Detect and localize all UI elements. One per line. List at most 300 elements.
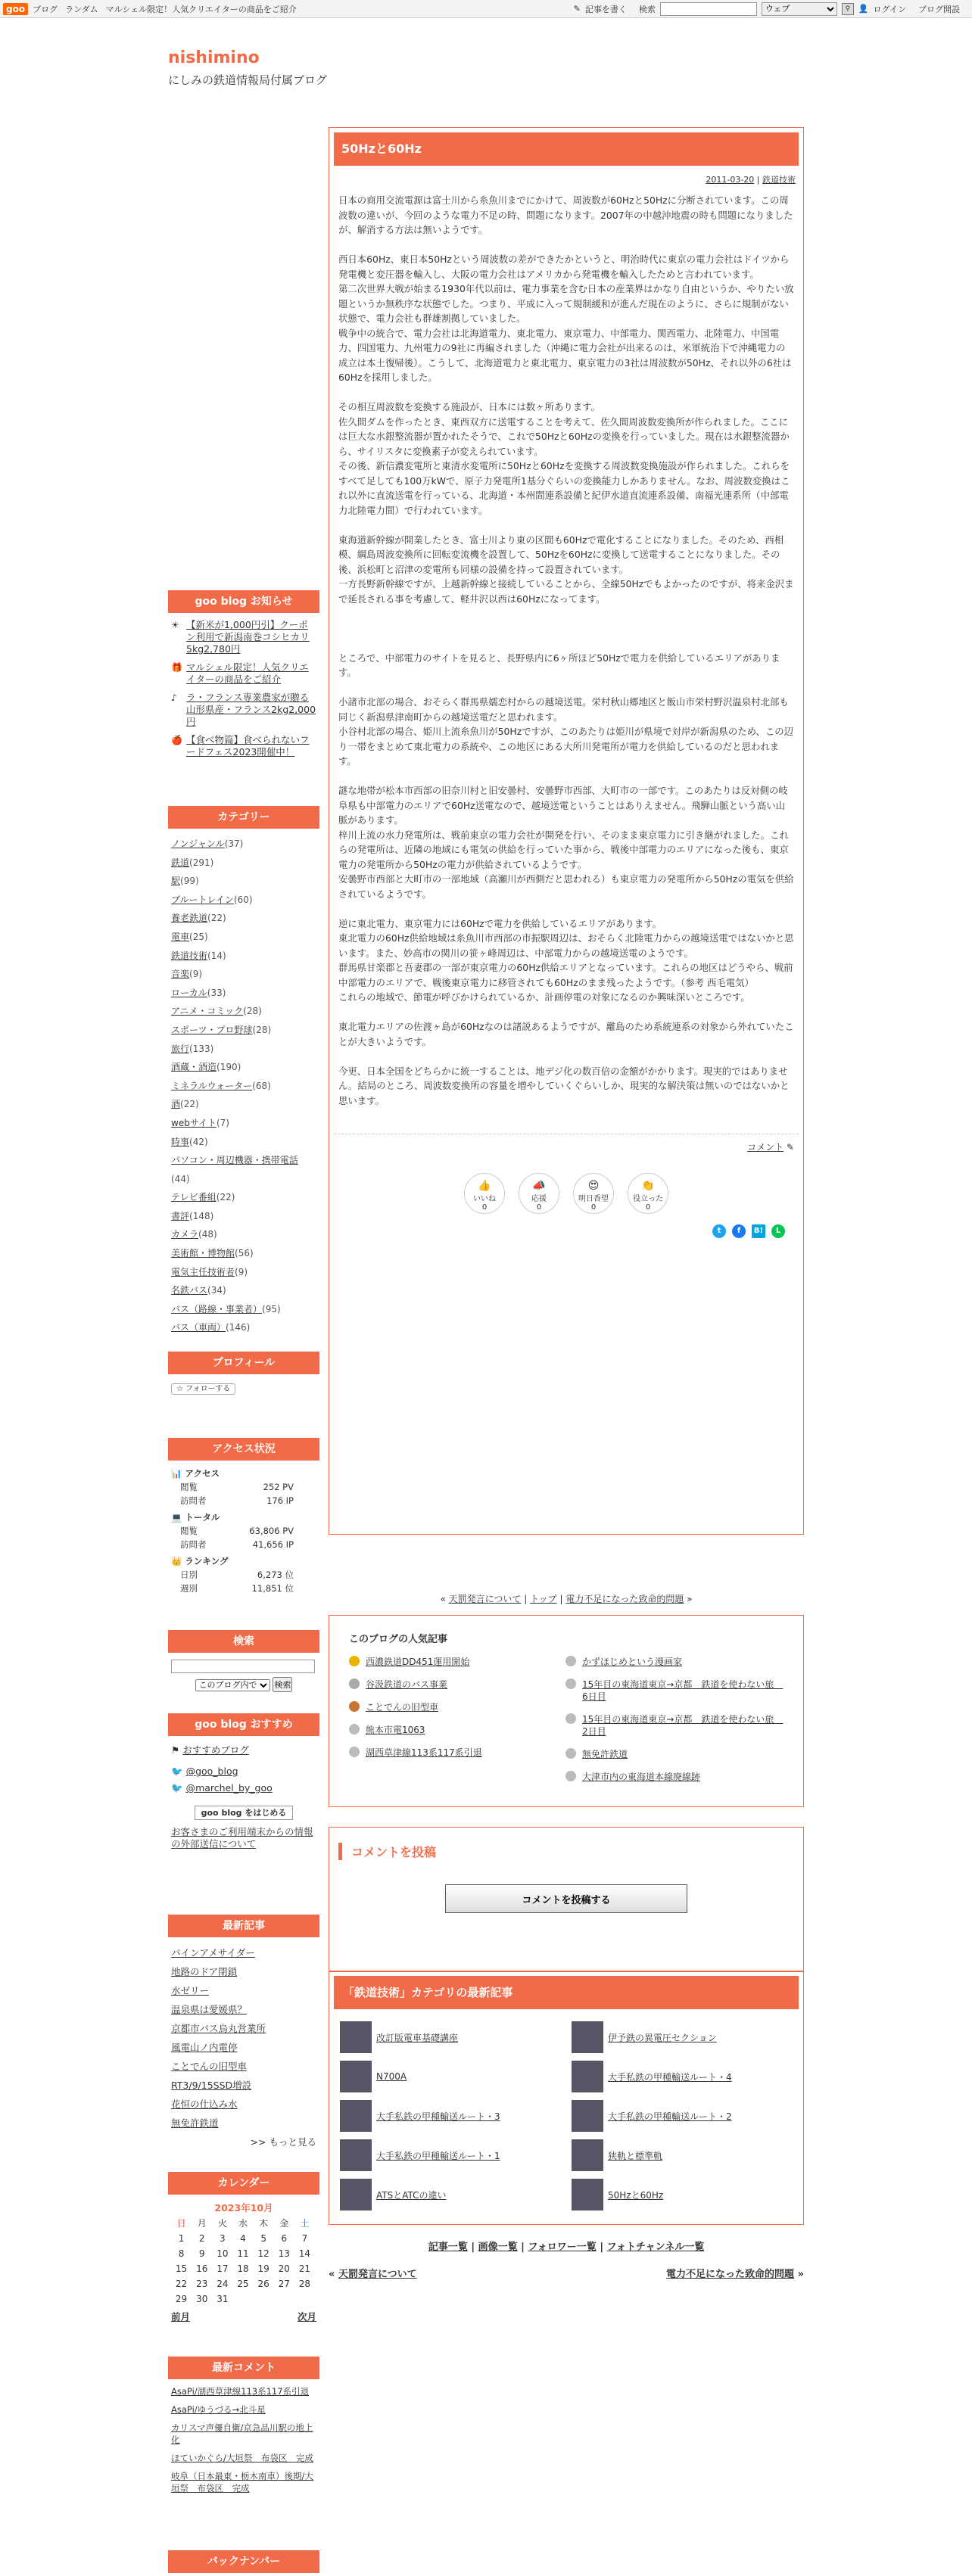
calendar-day bbox=[254, 2291, 274, 2307]
bullet-icon bbox=[565, 1656, 576, 1666]
category-latest-link[interactable]: 大手私鉄の甲種輸送ルート・2 bbox=[608, 2111, 732, 2122]
calendar-title: カレンダー bbox=[168, 2172, 319, 2195]
category-link[interactable]: 音楽 bbox=[171, 969, 190, 980]
category-latest-item[interactable] bbox=[572, 2139, 791, 2171]
article-paragraph: その相互周波数を変換する施設が、日本には数ヶ所あります。 佐久間ダムを作ったとき、東西双方に送電することを考えて、佐久間周波数変換所が作られました。ここには巨大な水銀整流器が置かれたそうで、これで50Hzと60Hzの変換を行っていました。現在は水銀整流器から、サイリスタに変換素子が変えられています。 その後、新信濃変電所と東清水変電所に50Hzと60Hzを変換する周波数変換施設が作られました。これらをすべて足しても100万kWで、原子力発電所1基分ぐらいの変換能力しかありません。なお、周波数変換はこれ以外に直流送電を行っている、北海道・本州間連系設備と紀伊水道直流連系設備、南福光連系所（中部電力北陸電力間）で行われています。 bbox=[338, 401, 790, 516]
thumbnail-image[interactable] bbox=[340, 2061, 372, 2092]
latest-item bbox=[171, 2019, 316, 2038]
comment-item[interactable]: AsaPi/ゆうづる→北斗星 bbox=[171, 2404, 266, 2415]
access-label: 訪問者 bbox=[180, 1539, 207, 1550]
category-latest-link[interactable]: 狭軌と標準軌 bbox=[608, 2150, 663, 2161]
category-link[interactable]: 名鉄バス bbox=[171, 1285, 208, 1296]
category-count: (42) bbox=[189, 1136, 208, 1147]
category-item bbox=[171, 891, 316, 910]
category-latest-list bbox=[329, 2014, 803, 2226]
article bbox=[329, 127, 804, 1535]
category-count: (133) bbox=[189, 1043, 214, 1054]
article-date[interactable]: 2011-03-20 bbox=[706, 175, 755, 185]
backnumber-widget bbox=[168, 2550, 319, 2573]
calendar-week bbox=[171, 2291, 315, 2307]
thumbnail-image[interactable] bbox=[340, 2021, 372, 2053]
article-body bbox=[329, 188, 803, 1128]
popular-link[interactable]: かずほじめという漫画家 bbox=[582, 1657, 683, 1667]
latest-link[interactable]: 風電山ノ内電停 bbox=[171, 2042, 238, 2053]
latest-link[interactable]: 花恒の仕込み水 bbox=[171, 2098, 238, 2110]
follower-list-link[interactable]: フォロワー一覧 bbox=[528, 2242, 597, 2253]
calendar-day[interactable]: 27 bbox=[278, 2279, 290, 2289]
next-article-link[interactable]: 電力不足になった致命的問題 bbox=[565, 1594, 684, 1604]
article-list-link[interactable]: 記事一覧 bbox=[428, 2242, 468, 2253]
category-link[interactable]: 電気主任技術者 bbox=[171, 1266, 235, 1277]
category-latest-item[interactable] bbox=[340, 2179, 559, 2210]
category-item bbox=[171, 909, 316, 928]
footer-prev-link[interactable]: 天罰発言について bbox=[338, 2269, 417, 2280]
category-item bbox=[171, 872, 316, 891]
thumbnail-image[interactable] bbox=[572, 2021, 603, 2053]
category-title: カテゴリー bbox=[168, 806, 319, 829]
calendar-day[interactable]: 23 bbox=[196, 2279, 208, 2289]
category-widget bbox=[168, 806, 319, 1343]
thumbnail-image[interactable] bbox=[340, 2100, 372, 2132]
latest-link[interactable]: 無免許鉄道 bbox=[171, 2117, 219, 2129]
calendar-weekday: 金 bbox=[279, 2218, 289, 2229]
topbar-link-blog[interactable]: ブログ bbox=[33, 4, 58, 14]
reaction-like[interactable]: 👍 いいね 0 bbox=[464, 1173, 505, 1214]
popular-link[interactable]: 西濃鉄道DD451運用開始 bbox=[366, 1657, 470, 1667]
article-paragraph: 謎な地帯が松本市西部の旧奈川村と旧安曇村、安曇野市西部、大町市の一部です。このあたりは反対側の岐阜県も中部電力のエリアで60Hz送電なので、越境送電ということはありえません。飛騨山脈という高い山脈があります。 梓川上流の水力発電所は、戦前東京の電力会社が開発を行い、そのまま東京電力に引き継がれました。これらの発電所は、近隣の地域にも電気の供給を行っていた事から、戦後中部電力のエリアになった後も、東京電力の発電所から50Hzの電力が供給されているようです。 安曇野市西部と大町市の一部地域（高瀬川が西側だと思われる）も東京電力の発電所から50Hzの電気を供給されているようです。 bbox=[338, 785, 794, 900]
category-item bbox=[171, 835, 316, 854]
access-value: 41,656 IP bbox=[252, 1539, 294, 1550]
comment-row bbox=[334, 1134, 799, 1159]
twitter-icon[interactable]: t bbox=[712, 1224, 726, 1238]
category-count: (9) bbox=[235, 1266, 248, 1277]
category-link[interactable]: 時事 bbox=[171, 1136, 190, 1147]
rank-crown-icon bbox=[349, 1656, 360, 1666]
article-paragraph: 日本の商用交流電源は富士川から糸魚川までにかけて、周波数が60Hzと50Hzに分断されています。この周波数の違いが、今回のような電力不足の時、問題になります。2007年の中越沖地震の時も問題になりましたが、解消する方法は無いようです。 bbox=[338, 194, 793, 235]
access-row bbox=[171, 1480, 316, 1494]
category-item bbox=[171, 1188, 316, 1207]
access-value: 63,806 PV bbox=[249, 1526, 294, 1536]
calendar-table bbox=[171, 2216, 315, 2307]
calendar-day bbox=[232, 2291, 253, 2307]
notice-title: goo blog お知らせ bbox=[168, 590, 319, 613]
category-count: (291) bbox=[189, 857, 214, 868]
search-label: 検索 bbox=[638, 4, 656, 14]
category-count: (56) bbox=[235, 1248, 254, 1259]
latest-link[interactable]: 地路のドア閉鎖 bbox=[171, 1966, 238, 1977]
latest-item bbox=[171, 1962, 316, 1981]
footer-next-link[interactable]: 電力不足になった致命的問題 bbox=[666, 2269, 795, 2280]
popular-link[interactable]: 15年目の東海道東京→京都 鉄道を使わない旅 2日目 bbox=[582, 1714, 784, 1737]
category-latest-item[interactable] bbox=[572, 2061, 791, 2092]
notice-item bbox=[171, 692, 316, 728]
crown-icon: 👑 bbox=[171, 1556, 182, 1566]
thumbnail-image[interactable] bbox=[572, 2061, 603, 2092]
rank-crown-icon bbox=[349, 1701, 360, 1712]
popular-link[interactable]: ことでんの旧型車 bbox=[366, 1702, 439, 1713]
popular-link[interactable]: 谷汲鉄道のバス事業 bbox=[366, 1679, 448, 1690]
category-link[interactable]: 電車 bbox=[171, 931, 190, 942]
thumbnail-image[interactable] bbox=[572, 2100, 603, 2132]
notice-widget bbox=[168, 590, 319, 770]
login-link[interactable]: ログイン bbox=[873, 4, 906, 14]
calendar-week bbox=[171, 2231, 315, 2246]
access-row bbox=[171, 1494, 316, 1507]
access-value: 176 IP bbox=[266, 1495, 294, 1506]
thumbnail-image[interactable] bbox=[340, 2139, 372, 2171]
music-icon: ♪ bbox=[171, 692, 177, 703]
category-link[interactable]: ブルートレイン bbox=[171, 894, 234, 905]
search-scope-select[interactable] bbox=[762, 2, 837, 16]
category-latest-link[interactable]: 大手私鉄の甲種輸送ルート・4 bbox=[608, 2071, 732, 2083]
category-latest-item[interactable] bbox=[340, 2139, 559, 2171]
article-paragraph: 西日本60Hz、東日本50Hzという周波数の差ができたかというと、明治時代に東京の電力会社はドイツから発電機と変圧器を輸入し、大阪の電力会社はアメリカから発電機を輸入したためと言われています。 第二次世界大戦が始まる1930年代以前は、電力事業を含む日本の産業界はかなり自由というか、やりたい放題というか無秩序な状態でした。つまり、平成に入って規制緩和が進んだ現在のように、さらに規制がない状態で、電力会社も群雄割拠していました。 戦争中の統合で、電力会社は北海道電力、東北電力、東京電力、中部電力、関西電力、北陸電力、中国電力、四国電力、九州電力の9社に再編されました（沖縄に電力会社が出来るのは、米軍統治下で沖縄電力の成立は本土復帰後）。こうして、北海道電力と東北電力、東京電力の3社は周波数が50Hz、それ以外の6社は60Hzを採用しました。 bbox=[338, 254, 794, 383]
twitter-icon: 🐦 bbox=[171, 1782, 183, 1794]
latest-item bbox=[171, 2038, 316, 2057]
calendar-week bbox=[171, 2246, 315, 2261]
access-row bbox=[171, 1568, 316, 1582]
follow-button[interactable]: ☆ フォローする bbox=[171, 1383, 235, 1395]
latest-item bbox=[171, 2095, 316, 2114]
calendar-weekday: 月 bbox=[197, 2218, 207, 2229]
category-link[interactable]: 旅行 bbox=[171, 1043, 190, 1054]
topbar-link-random[interactable]: ランダム bbox=[65, 4, 98, 14]
reaction-buttons bbox=[329, 1173, 803, 1214]
total-heading: 💻 トータル bbox=[171, 1512, 220, 1523]
category-link[interactable]: アニメ・コミック bbox=[171, 1006, 244, 1017]
access-label: 週別 bbox=[180, 1583, 198, 1594]
calendar-day[interactable]: 25 bbox=[237, 2279, 249, 2289]
popular-item bbox=[349, 1747, 565, 1759]
star-icon: ☆ bbox=[176, 1385, 183, 1393]
calendar-day[interactable]: 16 bbox=[196, 2263, 208, 2274]
access-heading: 📊 アクセス bbox=[171, 1468, 220, 1479]
thumbnail-image[interactable] bbox=[340, 2179, 372, 2210]
category-count: (22) bbox=[207, 913, 226, 924]
popular-right bbox=[565, 1656, 782, 1794]
latest-link[interactable]: 水ゼリー bbox=[171, 1985, 210, 1996]
top-bar bbox=[0, 0, 972, 18]
calendar-day[interactable]: 21 bbox=[298, 2263, 311, 2274]
comment-item[interactable]: AsaPi/湖西草津線113系117系引退 bbox=[171, 2386, 310, 2397]
notice-item bbox=[171, 661, 316, 686]
clap-icon: 👏 bbox=[641, 1179, 655, 1192]
calendar-day[interactable]: 17 bbox=[217, 2263, 229, 2274]
share-buttons bbox=[329, 1214, 803, 1249]
category-link[interactable]: バス（路線・事業者） bbox=[171, 1303, 263, 1314]
category-count: (33) bbox=[207, 987, 226, 998]
category-latest-link[interactable]: 大手私鉄の甲種輸送ルート・1 bbox=[376, 2150, 500, 2161]
calendar-day[interactable]: 20 bbox=[278, 2263, 290, 2274]
article-title[interactable]: 50Hzと60Hz bbox=[334, 132, 799, 166]
category-link[interactable]: ノンジャンル bbox=[171, 838, 225, 849]
category-link[interactable]: テレビ番組 bbox=[171, 1192, 217, 1203]
popular-item bbox=[565, 1656, 782, 1668]
popular-item bbox=[565, 1748, 782, 1760]
article-paragraph: 今更、日本全国をどちらかに統一することは、地デジ化の数百倍の金額がかかります。現実的ではありません。結局のところ、周波数変換所の容量を増やしていくぐらいしか、現実的な解決策は無いのではないかと思います。 bbox=[338, 1065, 790, 1106]
calendar-month: 2023年10月 bbox=[214, 2202, 273, 2214]
comment-item[interactable]: 岐阜（日本最東・栃木南車）後期/大垣祭 布袋区 完成 bbox=[171, 2471, 313, 2494]
calendar-day[interactable]: 19 bbox=[257, 2263, 269, 2274]
category-link[interactable]: 美術館・博物館 bbox=[171, 1248, 235, 1259]
category-item bbox=[171, 1151, 316, 1188]
category-item bbox=[171, 984, 316, 1003]
calendar-day[interactable]: 10 bbox=[217, 2248, 229, 2259]
marchel-twitter-link[interactable]: @marchel_by_goo bbox=[185, 1782, 273, 1794]
calendar-day[interactable]: 1 bbox=[178, 2233, 185, 2244]
profile-widget bbox=[168, 1352, 319, 1403]
calendar-day[interactable]: 2 bbox=[198, 2233, 205, 2244]
category-item bbox=[171, 1207, 316, 1226]
calendar-day[interactable]: 11 bbox=[237, 2248, 249, 2259]
popular-link[interactable]: 熊本市電1063 bbox=[366, 1725, 425, 1735]
popular-item bbox=[349, 1701, 565, 1713]
article-paragraph: ところで、中部電力のサイトを見ると、長野県内に6ヶ所ほど50Hzで電力を供給しているエリアがあります。 bbox=[338, 652, 780, 678]
reaction-cheer[interactable]: 📣 応援 0 bbox=[519, 1173, 559, 1214]
category-link[interactable]: パソコン・周辺機器・携帯電話 bbox=[171, 1155, 298, 1166]
latest-link[interactable]: 京都市バス烏丸営業所 bbox=[171, 2023, 266, 2034]
search-title: 検索 bbox=[168, 1630, 319, 1653]
popular-item bbox=[565, 1713, 782, 1738]
bullet-icon bbox=[565, 1771, 576, 1781]
latest-item bbox=[171, 2076, 316, 2095]
category-latest-item[interactable] bbox=[340, 2021, 559, 2053]
topbar-link-promo[interactable]: マルシェル限定！人気クリエイターの商品をご紹介 bbox=[105, 4, 297, 14]
comment-item[interactable]: ほていかぐら/大垣祭 布袋区 完成 bbox=[171, 2453, 313, 2463]
calendar-day[interactable]: 3 bbox=[220, 2233, 226, 2244]
category-item bbox=[171, 1114, 316, 1133]
start-blog-button[interactable]: goo blog をはじめる bbox=[195, 1806, 294, 1820]
category-link[interactable]: ミネラルウォーター bbox=[171, 1080, 253, 1091]
calendar-day[interactable]: 12 bbox=[257, 2248, 269, 2259]
category-count: (25) bbox=[189, 931, 208, 942]
calendar-day[interactable]: 22 bbox=[175, 2279, 188, 2289]
category-latest-link[interactable]: 改訂版電車基礎講座 bbox=[376, 2032, 459, 2043]
calendar-day[interactable]: 28 bbox=[298, 2279, 311, 2289]
notice-link[interactable]: 【新米が1,000円引】クーポン利用で新潟南巻コシヒカリ5kg2,780円 bbox=[186, 619, 310, 655]
calendar-day[interactable]: 31 bbox=[217, 2294, 229, 2304]
category-link[interactable]: 酒 bbox=[171, 1099, 181, 1110]
category-link[interactable]: バス（車両） bbox=[171, 1322, 226, 1333]
bullet-icon bbox=[565, 1748, 576, 1759]
rank-crown-icon bbox=[349, 1678, 360, 1689]
calendar-prev[interactable]: 前月 bbox=[171, 2311, 191, 2322]
calendar-weekday: 火 bbox=[217, 2218, 227, 2229]
goo-logo[interactable]: goo bbox=[3, 3, 28, 15]
category-link[interactable]: 鉄道技術 bbox=[171, 950, 208, 961]
article-meta: 2011-03-20 | 鉄道技術 bbox=[706, 175, 796, 185]
category-link[interactable]: ローカル bbox=[171, 987, 207, 998]
category-link[interactable]: 酒蔵・酒造 bbox=[171, 1062, 217, 1073]
category-count: (60) bbox=[233, 894, 253, 905]
recommend-blog-link[interactable]: おすすめブログ bbox=[182, 1744, 249, 1756]
article-category[interactable]: 鉄道技術 bbox=[762, 175, 796, 185]
calendar-day[interactable]: 14 bbox=[298, 2248, 311, 2259]
calendar-day[interactable]: 13 bbox=[278, 2248, 290, 2259]
latest-item bbox=[171, 2057, 316, 2076]
category-item bbox=[171, 1300, 316, 1319]
calendar-day[interactable]: 9 bbox=[198, 2248, 205, 2259]
popular-item bbox=[349, 1656, 565, 1668]
calendar-day[interactable]: 29 bbox=[175, 2294, 188, 2304]
category-link[interactable]: 書評 bbox=[171, 1210, 190, 1221]
category-link[interactable]: 養老鉄道 bbox=[171, 913, 208, 924]
category-latest-link[interactable]: N700A bbox=[376, 2071, 407, 2082]
category-count: (9) bbox=[189, 969, 203, 980]
top-link[interactable]: トップ bbox=[530, 1594, 557, 1604]
profile-title: プロフィール bbox=[168, 1352, 319, 1374]
access-value: 6,273 位 bbox=[257, 1570, 294, 1580]
category-latest-item[interactable] bbox=[340, 2100, 559, 2132]
latest-link[interactable]: パインアメサイダー bbox=[171, 1947, 255, 1958]
calendar-week bbox=[171, 2276, 315, 2291]
access-label: 閲覧 bbox=[180, 1482, 198, 1492]
calendar-day[interactable]: 18 bbox=[237, 2263, 249, 2274]
category-count: (48) bbox=[198, 1229, 217, 1240]
calendar-day[interactable]: 24 bbox=[217, 2279, 229, 2289]
access-widget bbox=[168, 1438, 319, 1601]
comment-form-title: コメントを投稿 bbox=[338, 1843, 794, 1860]
category-link[interactable]: 駅 bbox=[171, 876, 181, 887]
notice-link[interactable]: ラ・フランス専業農家が贈る山形県産・フランス2kg2,000円 bbox=[186, 692, 316, 727]
reaction-love[interactable]: 😍 明日香望 0 bbox=[573, 1173, 614, 1214]
category-count: (28) bbox=[252, 1024, 272, 1035]
thumbs-up-icon: 👍 bbox=[478, 1179, 491, 1192]
category-latest-item[interactable] bbox=[572, 2179, 791, 2210]
calendar-next[interactable]: 次月 bbox=[297, 2311, 316, 2322]
comments-widget bbox=[168, 2357, 319, 2506]
popular-link[interactable]: 15年目の東海道東京→京都 鉄道を使わない旅 6日目 bbox=[582, 1679, 784, 1702]
calendar-day bbox=[274, 2291, 294, 2307]
blog-search-input[interactable] bbox=[171, 1660, 315, 1673]
calendar-day[interactable]: 7 bbox=[301, 2233, 308, 2244]
calendar-day[interactable]: 4 bbox=[240, 2233, 246, 2244]
comments-title: 最新コメント bbox=[168, 2357, 319, 2379]
latest-title: 最新記事 bbox=[168, 1915, 319, 1937]
post-comment-button[interactable]: コメントを投稿する bbox=[445, 1884, 687, 1913]
popular-title: このブログの人気記事 bbox=[349, 1634, 448, 1645]
hatena-icon[interactable]: B! bbox=[752, 1224, 765, 1238]
calendar-widget bbox=[168, 2172, 319, 2331]
popular-item bbox=[349, 1724, 565, 1736]
notice-item bbox=[171, 734, 316, 758]
blog-search-scope[interactable] bbox=[195, 1679, 270, 1691]
more-link[interactable]: >> もっと見る bbox=[250, 2136, 316, 2148]
category-latest-item[interactable] bbox=[572, 2021, 791, 2053]
access-label: 閲覧 bbox=[180, 1526, 198, 1536]
category-item bbox=[171, 1021, 316, 1040]
pc-icon: 💻 bbox=[171, 1512, 182, 1523]
bullet-icon bbox=[565, 1678, 576, 1689]
category-count: (146) bbox=[226, 1322, 251, 1333]
article-nav: « 天罰発言について | トップ | 電力不足になった致命的問題 » bbox=[440, 1594, 693, 1604]
calendar-day[interactable]: 8 bbox=[178, 2248, 185, 2259]
notice-link[interactable]: 【食べ物篇】食べられないフードフェス2023開催中！ bbox=[186, 734, 310, 758]
user-icon: 👤 bbox=[858, 4, 869, 14]
thumbnail-image[interactable] bbox=[572, 2179, 603, 2210]
blog-header bbox=[168, 48, 804, 88]
category-link[interactable]: webサイト bbox=[171, 1117, 217, 1128]
search-icon[interactable]: ⚲ bbox=[842, 3, 854, 15]
category-count: (22) bbox=[180, 1099, 199, 1110]
access-title: アクセス状況 bbox=[168, 1438, 319, 1461]
category-item bbox=[171, 1225, 316, 1244]
latest-link[interactable]: 温泉県は愛媛県？ bbox=[171, 2004, 248, 2015]
calendar-day[interactable]: 26 bbox=[257, 2279, 269, 2289]
write-article-link[interactable]: 記事を書く bbox=[584, 4, 627, 14]
facebook-icon[interactable]: f bbox=[732, 1224, 746, 1238]
data-transmission-link[interactable]: お客さまのご利用端末からの情報の外部送信について bbox=[171, 1826, 313, 1850]
reaction-helpful[interactable]: 👏 役立った 0 bbox=[628, 1173, 668, 1214]
start-blog-link[interactable]: ブログ開設 bbox=[918, 4, 960, 14]
blog-search-button[interactable]: 検索 bbox=[273, 1677, 292, 1692]
calendar-day[interactable]: 6 bbox=[281, 2233, 288, 2244]
category-item bbox=[171, 1095, 316, 1114]
popular-item bbox=[565, 1771, 782, 1783]
access-value: 11,851 位 bbox=[251, 1583, 294, 1594]
recommend-icon: ⚑ bbox=[171, 1744, 180, 1756]
popular-left bbox=[349, 1656, 565, 1794]
category-item bbox=[171, 1040, 316, 1059]
comment-item[interactable]: カリスマ声優自衛/京急品川駅の地上化 bbox=[171, 2422, 313, 2445]
category-item bbox=[171, 1318, 316, 1337]
calendar-day bbox=[294, 2291, 315, 2307]
image-list-link[interactable]: 画像一覧 bbox=[478, 2242, 518, 2253]
popular-link[interactable]: 大津市内の東海道本線廃線跡 bbox=[582, 1772, 701, 1782]
popular-link[interactable]: 無免許鉄道 bbox=[582, 1749, 628, 1759]
category-link[interactable]: 鉄道 bbox=[171, 857, 190, 868]
line-icon[interactable]: L bbox=[771, 1224, 785, 1238]
category-item bbox=[171, 928, 316, 947]
category-latest-link[interactable]: 伊予鉄の異電圧セクション bbox=[608, 2032, 717, 2043]
topbar-search-input[interactable] bbox=[660, 2, 757, 16]
calendar-day[interactable]: 5 bbox=[260, 2233, 266, 2244]
blog-title[interactable]: nishimino bbox=[168, 48, 260, 67]
category-latest-title: 「鉄道技術」カテゴリの最新記事 bbox=[334, 1976, 799, 2009]
latest-item bbox=[171, 1943, 316, 1962]
calendar-day[interactable]: 30 bbox=[196, 2294, 208, 2304]
goo-blog-twitter-link[interactable]: @goo_blog bbox=[185, 1766, 238, 1777]
photo-channel-link[interactable]: フォトチャンネル一覧 bbox=[606, 2242, 705, 2253]
latest-item bbox=[171, 2000, 316, 2019]
calendar-day[interactable]: 15 bbox=[175, 2263, 188, 2274]
recommend-title: goo blog おすすめ bbox=[168, 1713, 319, 1736]
prev-article-link[interactable]: 天罰発言について bbox=[448, 1594, 522, 1604]
category-count: (190) bbox=[217, 1062, 241, 1073]
access-label: 訪問者 bbox=[180, 1495, 207, 1506]
notice-link[interactable]: マルシェル限定！人気クリエイターの商品をご紹介 bbox=[186, 661, 309, 685]
latest-link[interactable]: ことでんの旧型車 bbox=[171, 2061, 248, 2072]
latest-link[interactable]: RT3/9/15SSD増設 bbox=[171, 2080, 252, 2091]
category-latest-link[interactable]: ATSとATCの違い bbox=[376, 2189, 447, 2201]
category-link[interactable]: カメラ bbox=[171, 1229, 199, 1240]
category-item bbox=[171, 1281, 316, 1300]
category-latest-link[interactable]: 50Hzと60Hz bbox=[608, 2189, 664, 2201]
article-paragraph: 小諸市北部の場合、おそらく群馬県嬬恋村からの越境送電。栄村秋山郷地区と飯山市栄村野沢温泉村北部も同じく新潟県津南町からの越境送電だと思われます。 小谷村北部の場合、姫川上流糸魚川が50Hzですが、このあたりは姫川が県境で対岸が新潟県のため、この辺り一帯をまとめて東北電力の系統や、この地区にある大所川発電所が電力を供給しているのだと思われます。 bbox=[338, 696, 794, 767]
category-item bbox=[171, 1133, 316, 1152]
category-latest-item[interactable] bbox=[572, 2100, 791, 2132]
thumbnail-image[interactable] bbox=[572, 2139, 603, 2171]
category-latest-item[interactable] bbox=[340, 2061, 559, 2092]
bullet-icon bbox=[565, 1713, 576, 1724]
access-label: 日別 bbox=[180, 1570, 198, 1580]
calendar-weekday: 日 bbox=[176, 2218, 186, 2229]
comment-link[interactable]: コメント bbox=[747, 1141, 784, 1153]
category-item bbox=[171, 965, 316, 984]
category-link[interactable]: スポーツ・プロ野球 bbox=[171, 1024, 253, 1035]
category-latest-link[interactable]: 大手私鉄の甲種輸送ルート・3 bbox=[376, 2111, 500, 2122]
popular-link[interactable]: 湖西草津線113系117系引退 bbox=[366, 1747, 482, 1758]
